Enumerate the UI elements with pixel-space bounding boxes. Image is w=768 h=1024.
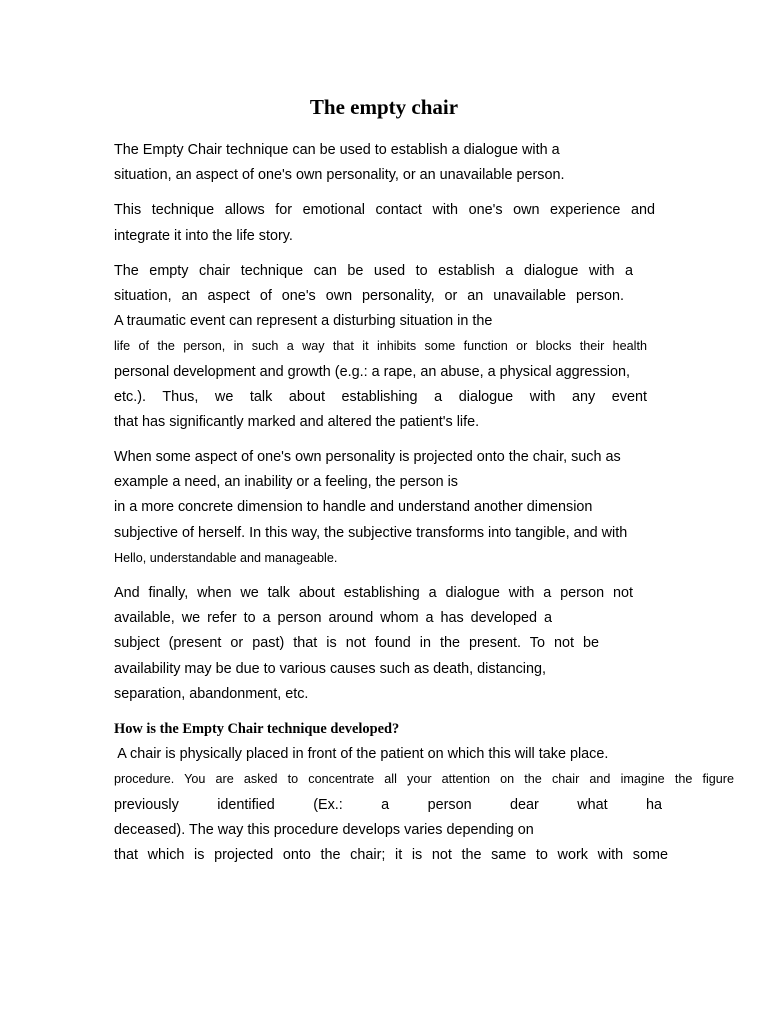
text-line: situation, an aspect of one's own personality, or an unavailable person. [114,287,624,304]
paragraph-3 [114,259,654,435]
text-line: The Empty Chair technique can be used to establish a dialogue with a [114,142,560,158]
text-line: in a more concrete dimension to handle and understand another dimension [114,499,593,516]
text-line: A traumatic event can represent a disturbing situation in the [114,313,493,330]
section-heading: How is the Empty Chair technique developed? [114,720,400,737]
text-line: subject (present or past) that is not found in the present. To not be [114,635,599,652]
paragraph-4 [114,445,654,571]
section-how-developed [114,717,734,868]
text-line: separation, abandonment, etc. [114,685,309,702]
text-line: And finally, when we talk about establishing a dialogue with a person not [114,585,633,601]
document-body [114,138,734,868]
paragraph-5 [114,581,654,707]
text-line: available, we refer to a person around whom a has developed a [114,610,552,627]
text-line: situation, an aspect of one's own personality, or an unavailable person. [114,167,565,184]
text-line: procedure. You are asked to concentrate all your attention on the chair and imagine the figure [114,772,734,787]
text-line: example a need, an inability or a feeling, the person is [114,474,458,491]
text-line: life of the person, in such a way that it inhibits some function or blocks their health [114,339,647,354]
text-line: deceased). The way this procedure develops varies depending on [114,821,534,838]
text-line: subjective of herself. In this way, the subjective transforms into tangible, and with [114,524,628,541]
text-line: A chair is physically placed in front of the patient on which this will take place. [114,746,609,763]
text-line: that which is projected onto the chair; it is not the same to work with some [114,846,668,863]
paragraph-2 [114,198,654,248]
text-line: integrate it into the life story. [114,227,293,244]
paragraph-1 [114,138,654,188]
text-line: When some aspect of one's own personality is projected onto the chair, such as [114,449,621,466]
text-line: that has significantly marked and altered the patient's life. [114,413,480,430]
text-line: The empty chair technique can be used to establish a dialogue with a [114,262,633,279]
text-line: previously identified (Ex.: a person dear what ha [114,796,662,813]
page-title: The empty chair [309,95,459,119]
text-line: personal development and growth (e.g.: a rape, an abuse, a physical aggression, [114,363,630,380]
text-line: This technique allows for emotional contact with one's own experience and [114,202,655,219]
text-line: availability may be due to various causes such as death, distancing, [114,660,546,677]
text-line: Hello, understandable and manageable. [114,550,338,565]
text-line: etc.). Thus, we talk about establishing a dialogue with any event [114,388,647,405]
